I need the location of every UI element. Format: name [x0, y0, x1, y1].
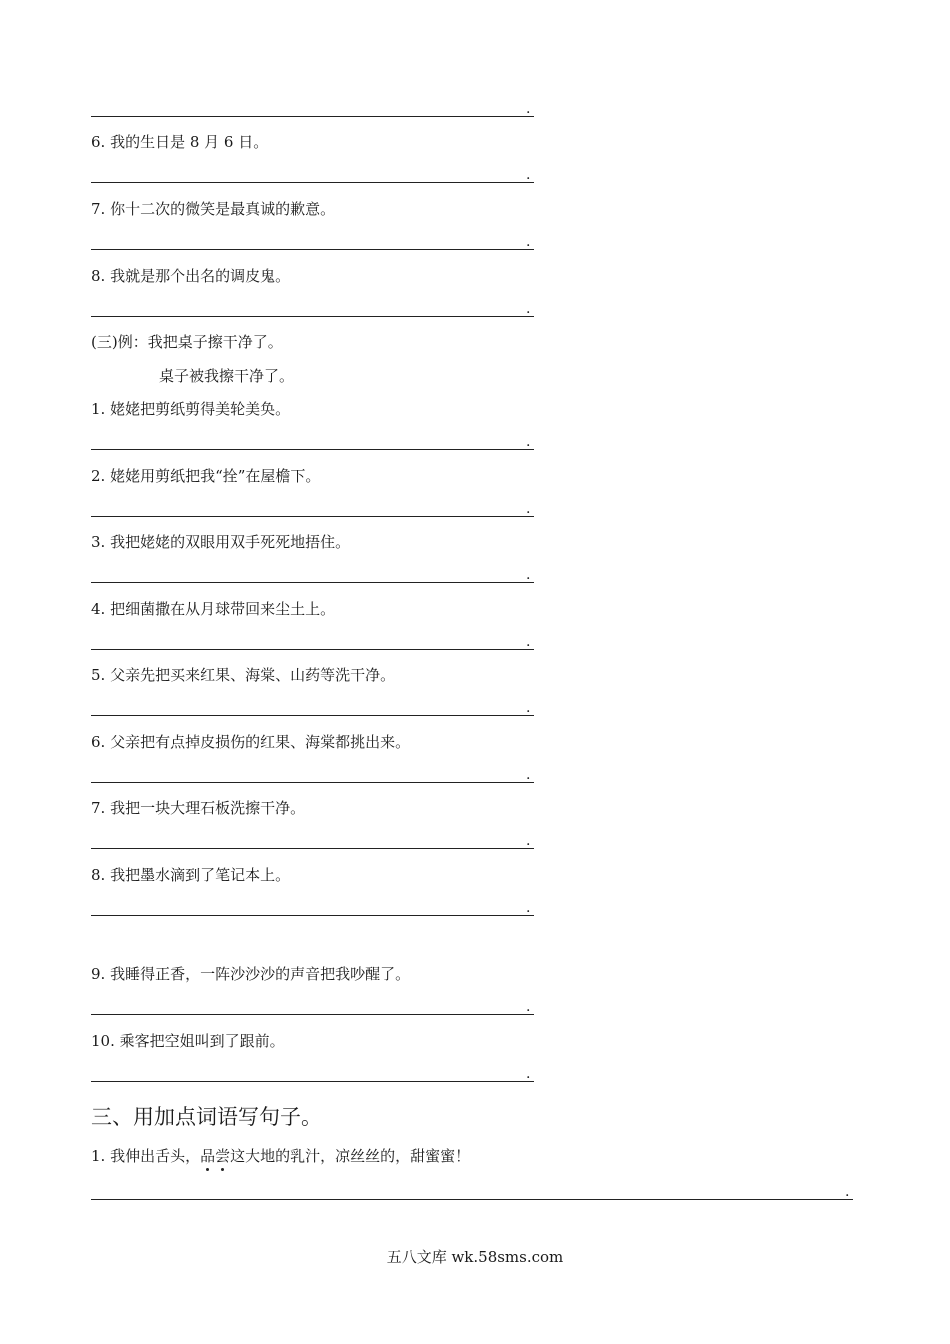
- line-end-mark: .: [526, 501, 531, 517]
- line-end-mark: .: [526, 567, 531, 583]
- section-heading: 三、用加点词语写句子。: [91, 1105, 322, 1129]
- exercise-item: 7. 你十二次的微笑是最真诚的歉意。: [91, 200, 336, 218]
- answer-line: [91, 316, 534, 317]
- line-end-mark: .: [526, 900, 531, 916]
- line-end-mark: .: [845, 1184, 850, 1200]
- line-end-mark: .: [526, 634, 531, 650]
- exercise-item: 6. 我的生日是 8 月 6 日。: [91, 133, 269, 151]
- emphasized-char: 品: [200, 1147, 216, 1165]
- answer-line: [91, 649, 534, 650]
- answer-line: [91, 449, 534, 450]
- exercise-item: 8. 我把墨水滴到了笔记本上。: [91, 866, 291, 884]
- line-end-mark: .: [526, 1066, 531, 1082]
- answer-line: [91, 848, 534, 849]
- line-end-mark: .: [526, 301, 531, 317]
- line-end-mark: .: [526, 999, 531, 1015]
- answer-line: [91, 715, 534, 716]
- exercise-item: 4. 把细菌撒在从月球带回来尘土上。: [91, 600, 336, 618]
- answer-line: [91, 249, 534, 250]
- answer-line: [91, 915, 534, 916]
- line-end-mark: .: [526, 434, 531, 450]
- exercise-item: 5. 父亲先把买来红果、海棠、山药等洗干净。: [91, 666, 396, 684]
- sentence-end: 这大地的乳汁，凉丝丝的，甜蜜蜜！: [230, 1147, 471, 1165]
- exercise-item: 2. 姥姥用剪纸把我“拴”在屋檐下。: [91, 467, 321, 485]
- answer-line: [91, 782, 534, 783]
- exercise-item: 9. 我睡得正香，一阵沙沙沙的声音把我吵醒了。: [91, 965, 411, 983]
- exercise-item: 7. 我把一块大理石板洗擦干净。: [91, 799, 306, 817]
- answer-line: [91, 182, 534, 183]
- exercise-item: 3. 我把姥姥的双眼用双手死死地捂住。: [91, 533, 351, 551]
- line-end-mark: .: [526, 767, 531, 783]
- line-end-mark: .: [526, 167, 531, 183]
- emphasized-char: 尝: [215, 1147, 231, 1165]
- line-end-mark: .: [526, 700, 531, 716]
- example-sentence: (三)例：我把桌子擦干净了。: [91, 333, 283, 351]
- line-end-mark: .: [526, 833, 531, 849]
- footer-watermark: 五八文库 wk.58sms.com: [386, 1248, 564, 1266]
- exercise-item: 10. 乘客把空姐叫到了跟前。: [91, 1032, 285, 1050]
- line-end-mark: .: [526, 234, 531, 250]
- exercise-item: 6. 父亲把有点掉皮损伤的红果、海棠都挑出来。: [91, 733, 411, 751]
- answer-line: [91, 1199, 853, 1200]
- line-end-mark: .: [526, 101, 531, 117]
- sentence-start: 1. 我伸出舌头，: [91, 1147, 201, 1165]
- exercise-item: 1. 姥姥把剪纸剪得美轮美奂。: [91, 400, 291, 418]
- answer-line: [91, 582, 534, 583]
- answer-line: [91, 116, 534, 117]
- example-answer: 桌子被我擦干净了。: [159, 367, 295, 385]
- exercise-item: [91, 1146, 470, 1166]
- exercise-item: 8. 我就是那个出名的调皮鬼。: [91, 267, 291, 285]
- answer-line: [91, 516, 534, 517]
- answer-line: [91, 1081, 534, 1082]
- answer-line: [91, 1014, 534, 1015]
